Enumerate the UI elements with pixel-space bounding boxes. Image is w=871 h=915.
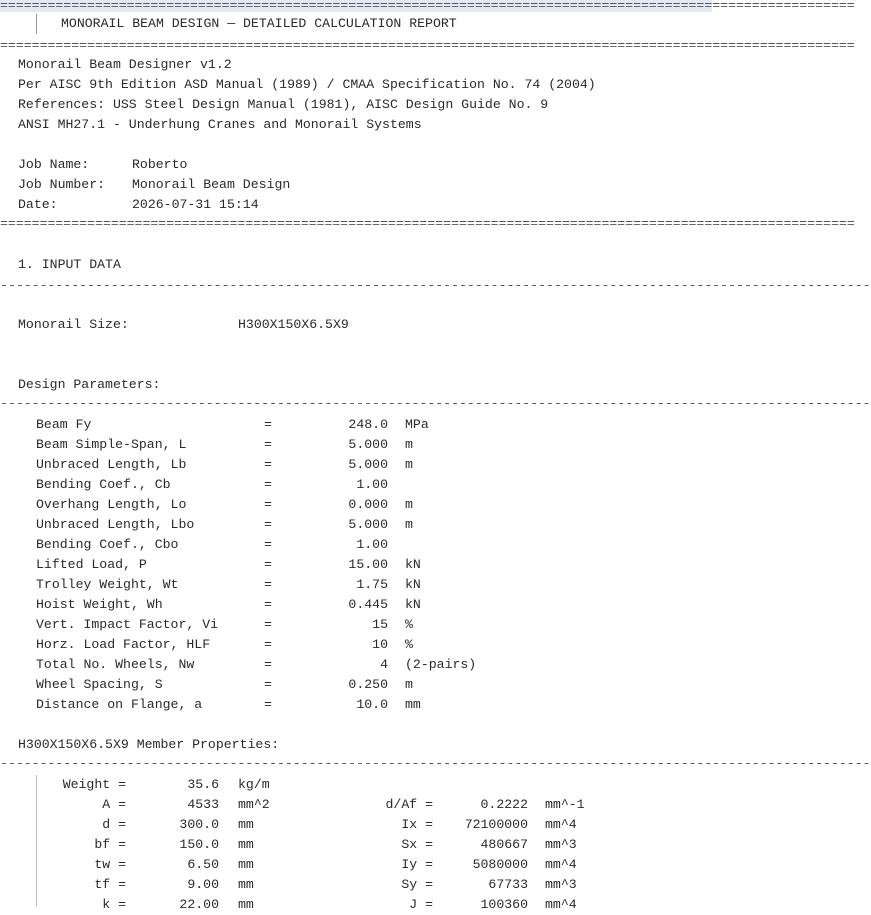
- param-value: 15: [372, 617, 388, 632]
- date-label: Date:: [18, 197, 58, 212]
- param-name: Bending Coef., Cb: [36, 477, 171, 492]
- prop-name: tw =: [94, 857, 126, 872]
- param-value: 0.000: [348, 497, 388, 512]
- double-rule: ============================================================================================================: [0, 38, 855, 53]
- monorail-size-label: Monorail Size:: [18, 317, 129, 332]
- param-unit: m: [405, 457, 413, 472]
- param-name: Total No. Wheels, Nw: [36, 657, 195, 672]
- param-unit: m: [405, 677, 413, 692]
- param-unit: MPa: [405, 417, 429, 432]
- param-equals: =: [264, 417, 272, 432]
- param-value: 1.00: [356, 537, 388, 552]
- design-params-title: Design Parameters:: [18, 377, 161, 392]
- prop-value: 67733: [488, 877, 528, 892]
- prop-unit: mm^3: [545, 877, 577, 892]
- date-value: 2026-07-31 15:14: [132, 197, 259, 212]
- param-equals: =: [264, 477, 272, 492]
- param-unit: %: [405, 617, 413, 632]
- param-equals: =: [264, 697, 272, 712]
- prop-unit: mm: [238, 877, 254, 892]
- prop-name: Weight =: [62, 777, 126, 792]
- member-props-title: H300X150X6.5X9 Member Properties:: [18, 737, 280, 752]
- job-number-value: Monorail Beam Design: [132, 177, 291, 192]
- param-equals: =: [264, 597, 272, 612]
- double-rule: ============================================================================================================: [0, 0, 855, 13]
- prop-value: 6.50: [187, 857, 219, 872]
- param-value: 10.0: [356, 697, 388, 712]
- param-equals: =: [264, 537, 272, 552]
- param-unit: %: [405, 637, 413, 652]
- param-value: 5.000: [348, 437, 388, 452]
- param-equals: =: [264, 617, 272, 632]
- prop-name: tf =: [94, 877, 126, 892]
- param-unit: m: [405, 497, 413, 512]
- prop-name: k =: [102, 897, 126, 912]
- prop-name: Sx =: [401, 837, 433, 852]
- ansi-line: ANSI MH27.1 - Underhung Cranes and Monorail Systems: [18, 117, 422, 132]
- param-name: Hoist Weight, Wh: [36, 597, 163, 612]
- param-value: 1.00: [356, 477, 388, 492]
- param-name: Lifted Load, P: [36, 557, 147, 572]
- single-rule: --------------------------------------------------------------------------------------------------------------: [0, 756, 871, 771]
- prop-value: 300.0: [179, 817, 219, 832]
- param-unit: m: [405, 437, 413, 452]
- prop-name: A =: [102, 797, 126, 812]
- prop-unit: mm: [238, 897, 254, 912]
- prop-unit: kg/m: [238, 777, 270, 792]
- prop-name: Iy =: [401, 857, 433, 872]
- param-unit: kN: [405, 557, 421, 572]
- report-title: MONORAIL BEAM DESIGN — DETAILED CALCULATION REPORT: [36, 14, 457, 34]
- prop-value: 0.2222: [480, 797, 528, 812]
- references-line: References: USS Steel Design Manual (1981), AISC Design Guide No. 9: [18, 97, 549, 112]
- section-title-input: 1. INPUT DATA: [18, 257, 121, 272]
- param-equals: =: [264, 437, 272, 452]
- param-value: 10: [372, 637, 388, 652]
- param-equals: =: [264, 577, 272, 592]
- prop-unit: mm^4: [545, 857, 577, 872]
- prop-value: 9.00: [187, 877, 219, 892]
- param-value: 15.00: [348, 557, 388, 572]
- prop-unit: mm^2: [238, 797, 270, 812]
- param-equals: =: [264, 517, 272, 532]
- param-value: 0.250: [348, 677, 388, 692]
- param-equals: =: [264, 637, 272, 652]
- param-equals: =: [264, 557, 272, 572]
- param-unit: m: [405, 517, 413, 532]
- job-number-label: Job Number:: [18, 177, 106, 192]
- prop-unit: mm^4: [545, 817, 577, 832]
- param-name: Horz. Load Factor, HLF: [36, 637, 211, 652]
- double-rule: ============================================================================================================: [0, 216, 855, 231]
- prop-value: 22.00: [179, 897, 219, 912]
- prop-value: 150.0: [179, 837, 219, 852]
- param-value: 4: [380, 657, 388, 672]
- single-rule: --------------------------------------------------------------------------------------------------------------: [0, 278, 871, 293]
- param-unit: mm: [405, 697, 421, 712]
- single-rule: --------------------------------------------------------------------------------------------------------------: [0, 396, 871, 411]
- param-value: 248.0: [348, 417, 388, 432]
- param-unit: (2-pairs): [405, 657, 477, 672]
- prop-value: 4533: [187, 797, 219, 812]
- prop-name: d/Af =: [385, 797, 433, 812]
- prop-unit: mm^3: [545, 837, 577, 852]
- param-unit: kN: [405, 577, 421, 592]
- param-name: Unbraced Length, Lb: [36, 457, 187, 472]
- param-value: 0.445: [348, 597, 388, 612]
- param-name: Bending Coef., Cbo: [36, 537, 179, 552]
- param-name: Beam Fy: [36, 417, 92, 432]
- software-line: Monorail Beam Designer v1.2: [18, 57, 232, 72]
- prop-name: Ix =: [401, 817, 433, 832]
- param-name: Wheel Spacing, S: [36, 677, 163, 692]
- indent-guide: [36, 775, 37, 906]
- param-name: Distance on Flange, a: [36, 697, 203, 712]
- spec-line: Per AISC 9th Edition ASD Manual (1989) / CMAA Specification No. 74 (2004): [18, 77, 596, 92]
- param-unit: kN: [405, 597, 421, 612]
- job-name-value: Roberto: [132, 157, 188, 172]
- param-name: Vert. Impact Factor, Vi: [36, 617, 219, 632]
- prop-unit: mm^4: [545, 897, 577, 912]
- prop-name: d =: [102, 817, 126, 832]
- prop-unit: mm: [238, 857, 254, 872]
- param-value: 5.000: [348, 457, 388, 472]
- param-name: Trolley Weight, Wt: [36, 577, 179, 592]
- param-name: Overhang Length, Lo: [36, 497, 187, 512]
- param-name: Beam Simple-Span, L: [36, 437, 187, 452]
- prop-unit: mm: [238, 817, 254, 832]
- prop-unit: mm^-1: [545, 797, 585, 812]
- param-equals: =: [264, 457, 272, 472]
- param-value: 1.75: [356, 577, 388, 592]
- prop-unit: mm: [238, 837, 254, 852]
- param-name: Unbraced Length, Lbo: [36, 517, 195, 532]
- param-value: 5.000: [348, 517, 388, 532]
- job-name-label: Job Name:: [18, 157, 90, 172]
- param-equals: =: [264, 677, 272, 692]
- param-equals: =: [264, 497, 272, 512]
- prop-value: 72100000: [464, 817, 528, 832]
- prop-name: Sy =: [401, 877, 433, 892]
- prop-name: J =: [409, 897, 433, 912]
- prop-name: bf =: [94, 837, 126, 852]
- prop-value: 35.6: [187, 777, 219, 792]
- prop-value: 100360: [480, 897, 528, 912]
- prop-value: 5080000: [472, 857, 528, 872]
- param-equals: =: [264, 657, 272, 672]
- monorail-size-value: H300X150X6.5X9: [238, 317, 349, 332]
- prop-value: 480667: [480, 837, 528, 852]
